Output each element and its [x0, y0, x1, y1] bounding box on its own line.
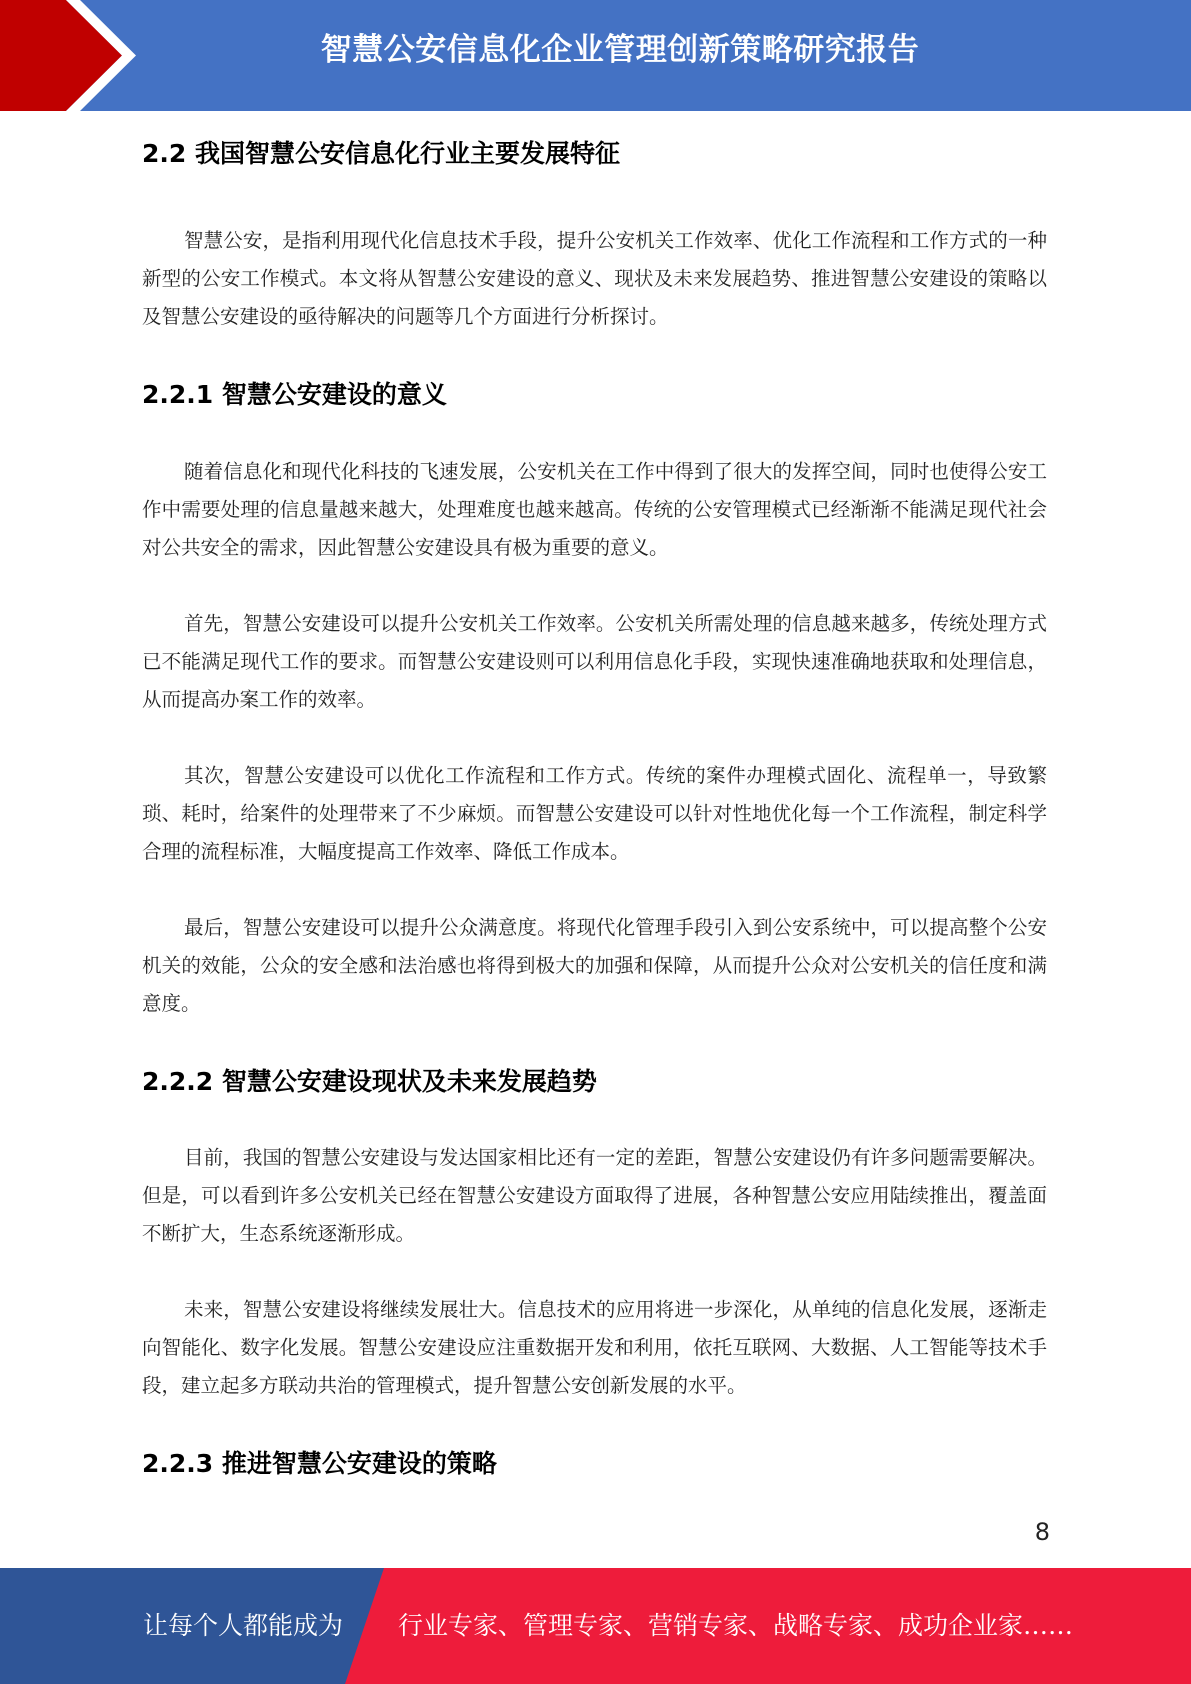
paragraph: 智慧公安，是指利用现代化信息技术手段，提升公安机关工作效率、优化工作流程和工作方式的一种新型的公安工作模式。本文将从智慧公安建设的意义、现状及未来发展趋势、推进智慧公安建设的策略以及智慧公安建设的亟待解决的问题等几个方面进行分析探讨。: [142, 229, 1047, 328]
header-title: 智慧公安信息化企业管理创新策略研究报告: [320, 32, 920, 68]
paragraph: 其次，智慧公安建设可以优化工作流程和工作方式。传统的案件办理模式固化、流程单一，导致繁琐、耗时，给案件的处理带来了不少麻烦。而智慧公安建设可以针对性地优化每一个工作流程，制定科学合理的流程标准，大幅度提高工作效率、降低工作成本。: [142, 764, 1047, 863]
subsection-heading: 2.2.3 推进智慧公安建设的策略: [142, 1449, 497, 1478]
subsection-heading: 2.2.1 智慧公安建设的意义: [142, 380, 447, 409]
page-number: 8: [1034, 1518, 1050, 1546]
header-chevron-decoration: [0, 0, 160, 111]
section-heading: 2.2 我国智慧公安信息化行业主要发展特征: [142, 139, 620, 168]
paragraph: 随着信息化和现代化科技的飞速发展，公安机关在工作中得到了很大的发挥空间，同时也使得公安工作中需要处理的信息量越来越大，处理难度也越来越高。传统的公安管理模式已经渐渐不能满足现代社会对公共安全的需求，因此智慧公安建设具有极为重要的意义。: [142, 460, 1047, 559]
paragraph: 最后，智慧公安建设可以提升公众满意度。将现代化管理手段引入到公安系统中，可以提高整个公安机关的效能，公众的安全感和法治感也将得到极大的加强和保障，从而提升公众对公安机关的信任度和满意度。: [142, 916, 1047, 1015]
page-footer: [0, 1568, 1191, 1684]
footer-slogan-left: 让每个人都能成为: [143, 1611, 344, 1640]
paragraph: 首先，智慧公安建设可以提升公安机关工作效率。公安机关所需处理的信息越来越多，传统处理方式已不能满足现代工作的要求。而智慧公安建设则可以利用信息化手段，实现快速准确地获取和处理信息，从而提高办案工作的效率。: [142, 612, 1047, 711]
paragraph: 未来，智慧公安建设将继续发展壮大。信息技术的应用将进一步深化，从单纯的信息化发展，逐渐走向智能化、数字化发展。智慧公安建设应注重数据开发和利用，依托互联网、大数据、人工智能等技术手段，建立起多方联动共治的管理模式，提升智慧公安创新发展的水平。: [142, 1298, 1047, 1397]
footer-slogan-right: 行业专家、管理专家、营销专家、战略专家、成功企业家……: [398, 1611, 1074, 1640]
subsection-heading: 2.2.2 智慧公安建设现状及未来发展趋势: [142, 1067, 597, 1096]
paragraph: 目前，我国的智慧公安建设与发达国家相比还有一定的差距，智慧公安建设仍有许多问题需要解决。但是，可以看到许多公安机关已经在智慧公安建设方面取得了进展，各种智慧公安应用陆续推出，覆盖面不断扩大，生态系统逐渐形成。: [142, 1146, 1047, 1245]
page-header: [0, 0, 1191, 111]
